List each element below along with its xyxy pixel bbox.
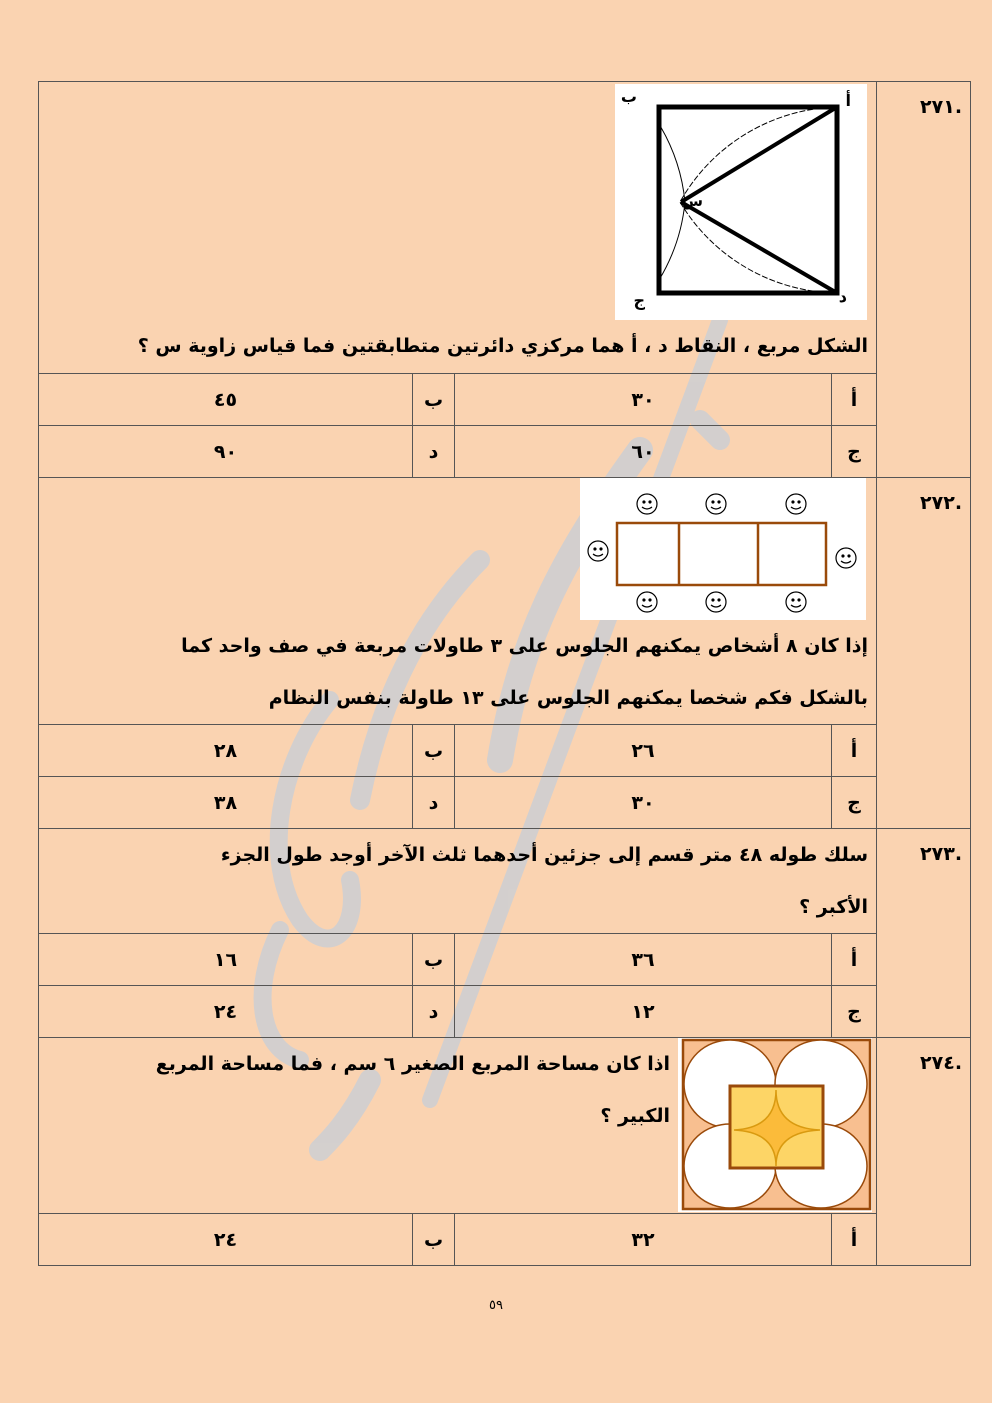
choice-value[interactable]: ٩٠ <box>39 426 413 478</box>
question-cell <box>39 829 877 934</box>
choice-value[interactable]: ٢٤ <box>39 986 413 1038</box>
choice-letter: د <box>413 777 455 829</box>
label-s: س <box>682 192 704 210</box>
answer-row <box>39 1214 971 1266</box>
smiley-icons <box>588 494 856 612</box>
answer-row <box>39 426 971 478</box>
choice-value[interactable]: ٦٠ <box>455 426 832 478</box>
choice-letter: ج <box>832 426 877 478</box>
label-j: ج <box>633 291 646 310</box>
answer-row <box>39 725 971 777</box>
choice-letter: د <box>413 986 455 1038</box>
answer-row <box>39 934 971 986</box>
question-row-273 <box>39 829 971 934</box>
label-a: أ <box>845 91 852 110</box>
question-text-line2: الأكبر ؟ <box>799 896 869 918</box>
question-cell <box>39 478 877 725</box>
answer-row <box>39 986 971 1038</box>
question-text-line1: اذا كان مساحة المربع الصغير ٦ سم ، فما مساحة المربع <box>155 1053 671 1075</box>
question-text-line2: بالشكل فكم شخصا يمكنهم الجلوس على ١٣ طاولة بنفس النظام <box>268 687 869 709</box>
choice-value[interactable]: ٣٢ <box>455 1214 832 1266</box>
choice-letter: ب <box>413 1214 455 1266</box>
choice-letter: أ <box>832 725 877 777</box>
choice-value[interactable]: ٢٨ <box>39 725 413 777</box>
square-circles-figure <box>615 84 867 320</box>
label-d: د <box>838 287 848 306</box>
page-number: ٥٩ <box>489 1298 503 1313</box>
choice-letter: ب <box>413 725 455 777</box>
choice-letter: ب <box>413 374 455 426</box>
question-text: الشكل مربع ، النقاط د ، أ هما مركزي دائرتين متطابقتين فما قياس زاوية س ؟ <box>137 335 869 357</box>
choice-value[interactable]: ٢٦ <box>455 725 832 777</box>
choice-value[interactable]: ٣٠ <box>455 777 832 829</box>
squares-circles-figure <box>678 1038 872 1212</box>
choice-letter: أ <box>832 934 877 986</box>
choice-letter: أ <box>832 1214 877 1266</box>
choice-letter: ج <box>832 777 877 829</box>
questions-table <box>38 81 971 1266</box>
choice-letter: أ <box>832 374 877 426</box>
question-number: .٢٧٣ <box>877 829 971 1038</box>
choice-value[interactable]: ٢٤ <box>39 1214 413 1266</box>
answer-row <box>39 777 971 829</box>
choice-value[interactable]: ٤٥ <box>39 374 413 426</box>
choice-value[interactable]: ٣٠ <box>455 374 832 426</box>
question-text-line1: إذا كان ٨ أشخاص يمكنهم الجلوس على ٣ طاولات مربعة في صف واحد كما <box>181 635 869 657</box>
question-number: .٢٧١ <box>877 82 971 478</box>
question-cell <box>39 1038 877 1214</box>
label-b: ب <box>620 87 638 106</box>
question-cell <box>39 82 877 374</box>
question-number: .٢٧٤ <box>877 1038 971 1266</box>
question-text-line1: سلك طوله ٤٨ متر قسم إلى جزئين أحدهما ثلث الآخر أوجد طول الجزء <box>220 844 869 866</box>
choice-value[interactable]: ٣٦ <box>455 934 832 986</box>
answer-row <box>39 374 971 426</box>
choice-letter: د <box>413 426 455 478</box>
question-row-274 <box>39 1038 971 1214</box>
choice-value[interactable]: ١٦ <box>39 934 413 986</box>
tables-seating-figure <box>580 478 866 620</box>
choice-letter: ب <box>413 934 455 986</box>
question-number: .٢٧٢ <box>877 478 971 829</box>
question-row-271 <box>39 82 971 374</box>
choice-letter: ج <box>832 986 877 1038</box>
question-text-line2: الكبير ؟ <box>600 1105 671 1127</box>
choice-value[interactable]: ١٢ <box>455 986 832 1038</box>
question-row-272 <box>39 478 971 725</box>
choice-value[interactable]: ٣٨ <box>39 777 413 829</box>
